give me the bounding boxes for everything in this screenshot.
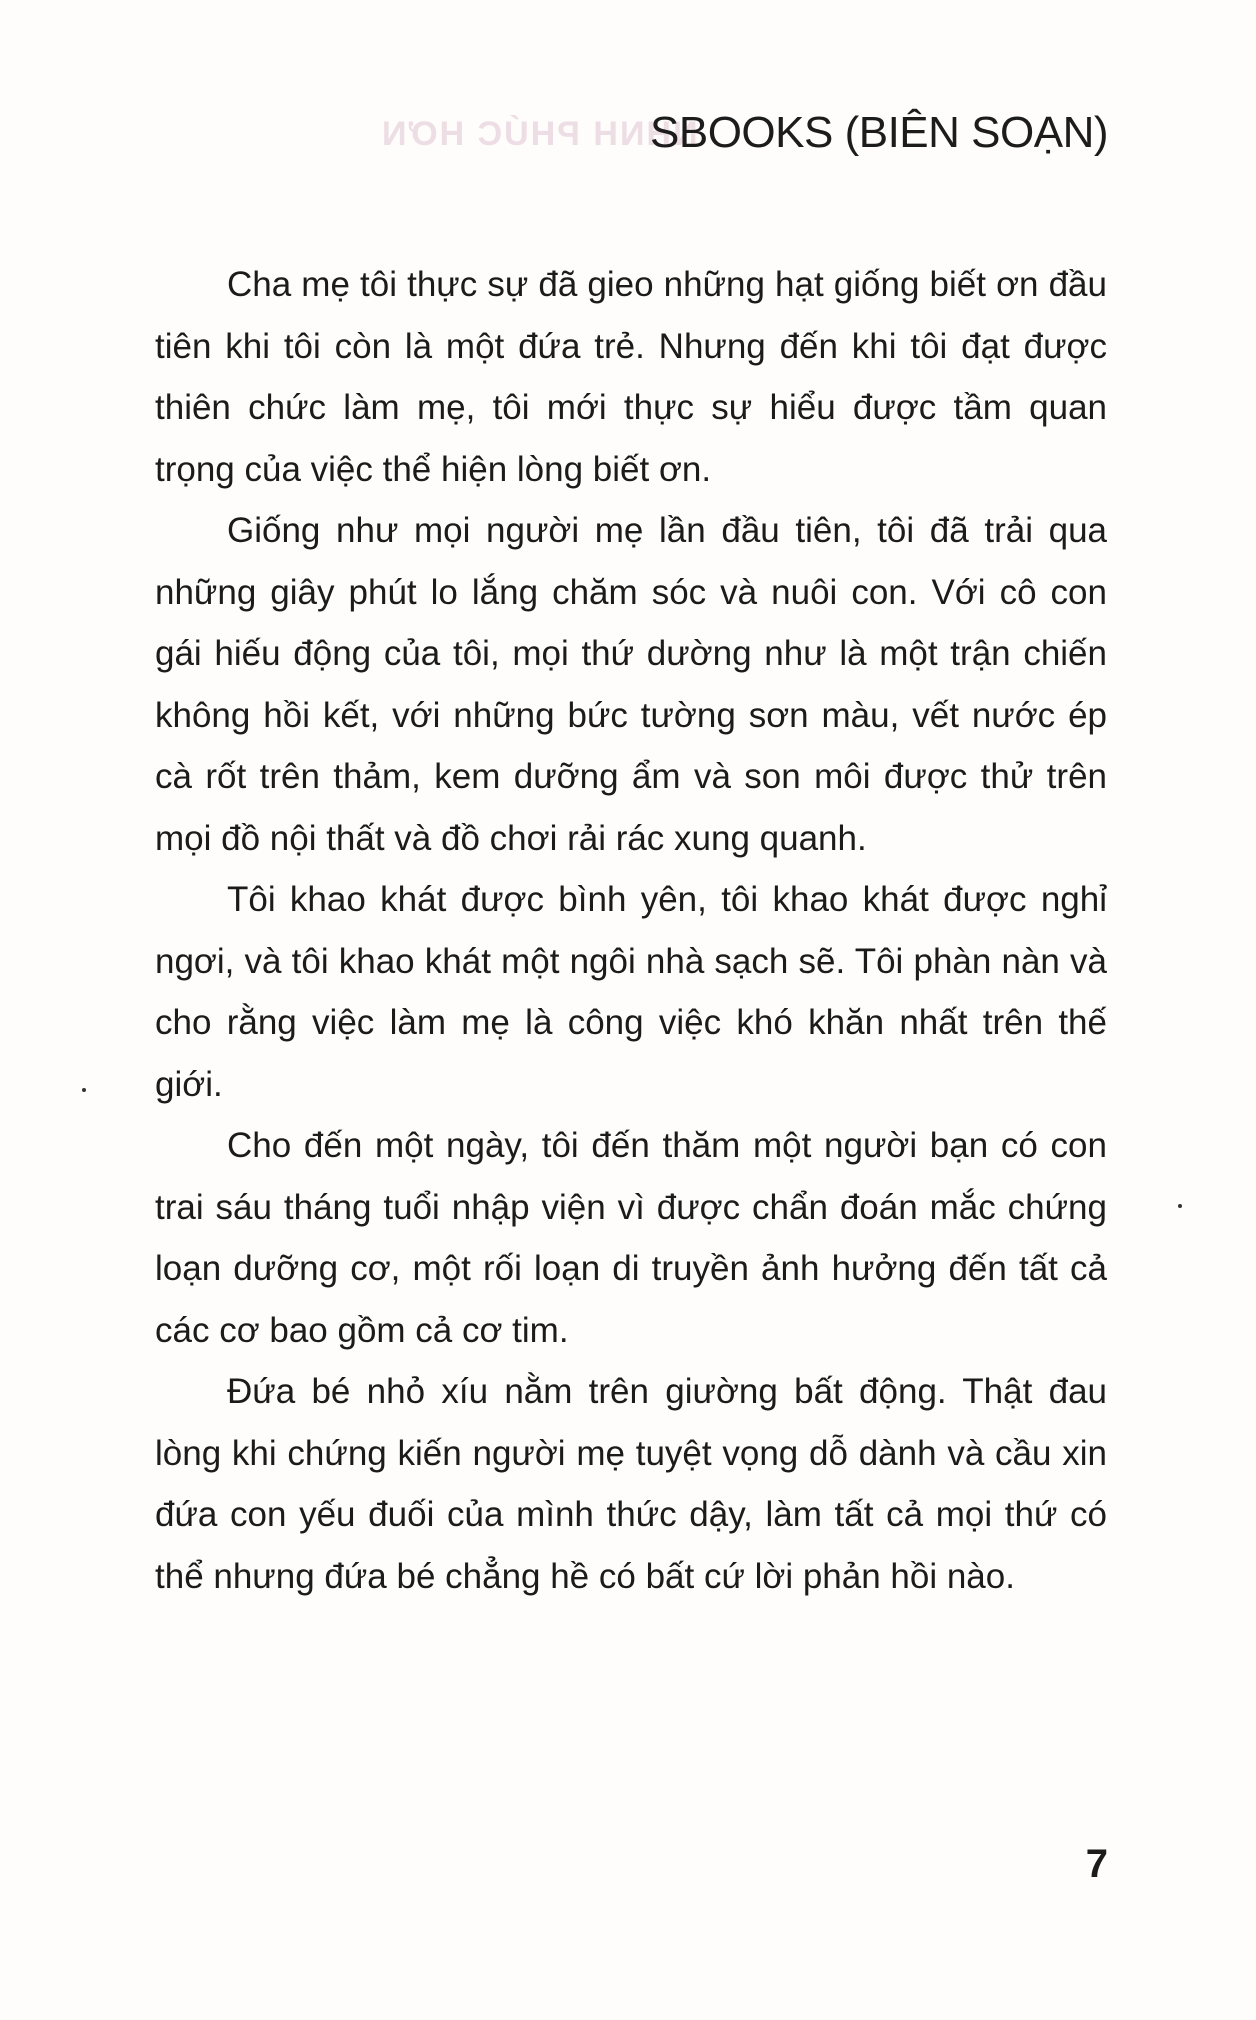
paragraph-4: Cho đến một ngày, tôi đến thăm một người bạn có con trai sáu tháng tuổi nhập viện vì được chẩn đoán mắc chứng loạn dưỡng cơ, một rối loạn di truyền ảnh hưởng đến tất cả các cơ bao gồm cả cơ tim. xyxy=(155,1126,1107,1350)
body-text xyxy=(155,254,1107,1607)
paper-speck xyxy=(82,1088,86,1092)
running-header: SBOOKS (BIÊN SOẠN) xyxy=(650,108,1108,157)
page-number: 7 xyxy=(1085,1842,1108,1886)
paragraph-5: Đứa bé nhỏ xíu nằm trên giường bất động. Thật đau lòng khi chứng kiến người mẹ tuyệt vọng dỗ dành và cầu xin đứa con yếu đuối của mình thức dậy, làm tất cả mọi thứ có thể nhưng đứa bé chẳng hề có bất cứ lời phản hồi nào. xyxy=(155,1372,1107,1596)
paragraph-3: Tôi khao khát được bình yên, tôi khao khát được nghỉ ngơi, và tôi khao khát một ngôi nhà sạch sẽ. Tôi phàn nàn và cho rằng việc làm mẹ là công việc khó khăn nhất trên thế giới. xyxy=(155,880,1107,1104)
paragraph-2: Giống như mọi người mẹ lần đầu tiên, tôi đã trải qua những giây phút lo lắng chăm sóc và nuôi con. Với cô con gái hiếu động của tôi, mọi thứ dường như là một trận chiến không hồi kết, với những bức tường sơn màu, vết nước ép cà rốt trên thảm, kem dưỡng ẩm và son môi được thử trên mọi đồ nội thất và đồ chơi rải rác xung quanh. xyxy=(155,511,1107,858)
bleed-through-text: NHNH PHÚC HƠN xyxy=(380,115,698,153)
paragraph-1: Cha mẹ tôi thực sự đã gieo những hạt giống biết ơn đầu tiên khi tôi còn là một đứa trẻ. Nhưng đến khi tôi đạt được thiên chức làm mẹ, tôi mới thực sự hiểu được tầm quan trọng của việc thể hiện lòng biết ơn. xyxy=(155,265,1107,489)
paper-speck xyxy=(1178,1204,1182,1208)
